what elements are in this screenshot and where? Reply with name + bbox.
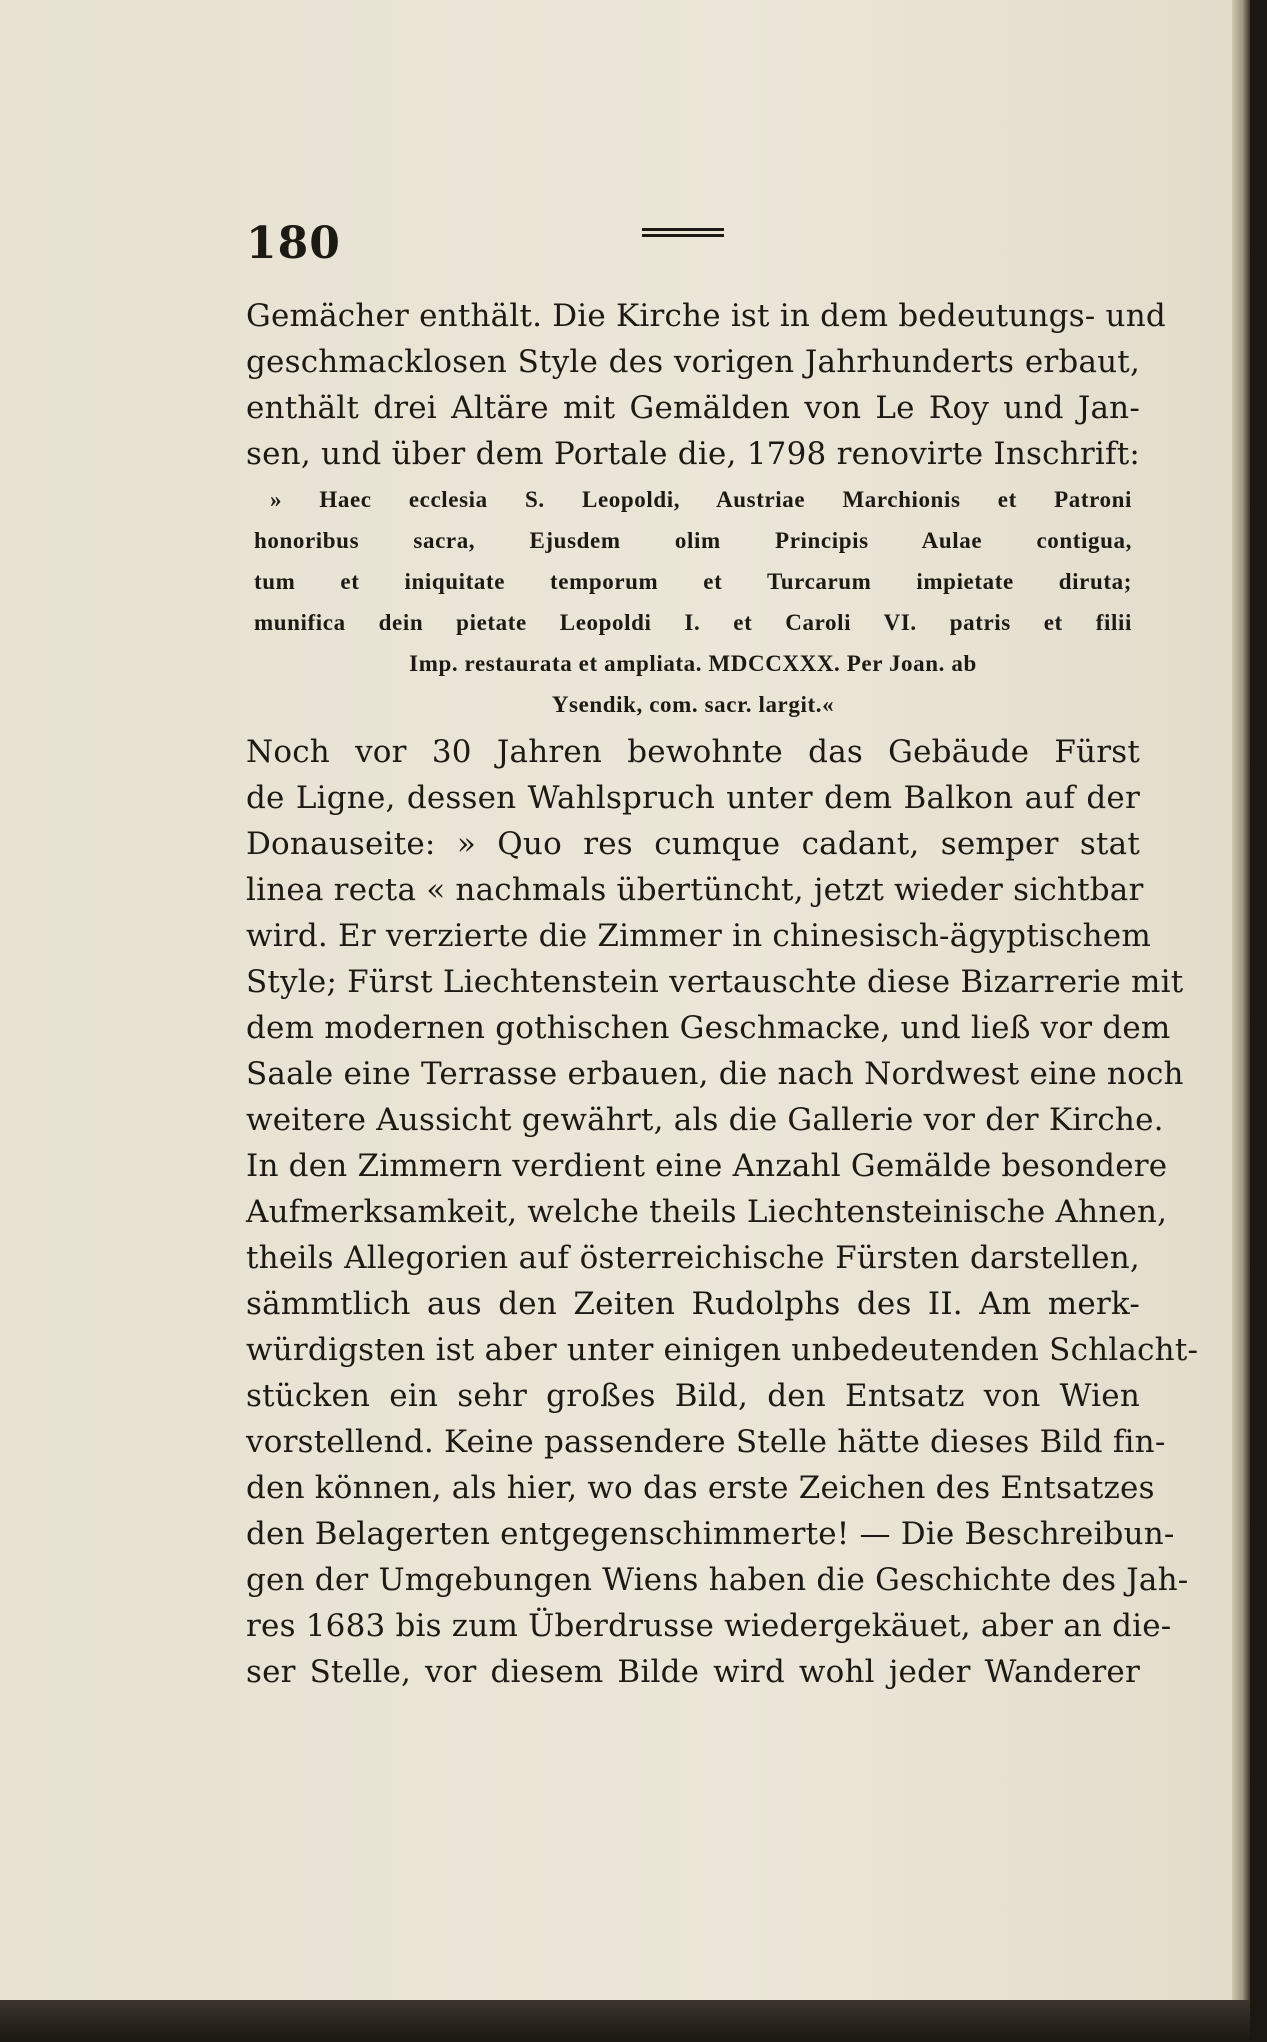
text-line: geschmacklosen Style des vorigen Jahrhunderts erbaut, — [246, 344, 1140, 380]
text-line: enthält drei Altäre mit Gemälden von Le Roy und Jan- — [246, 390, 1140, 426]
text-line: Style; Fürst Liechtenstein vertauschte diese Bizarrerie mit — [246, 964, 1184, 1000]
text-line: Noch vor 30 Jahren bewohnte das Gebäude Fürst — [246, 734, 1140, 770]
page-header — [246, 218, 1146, 278]
paragraph-after-inscription — [246, 729, 1199, 1695]
text-line: res 1683 bis zum Überdrusse wiedergekäuet, aber an die- — [246, 1608, 1172, 1644]
inscription-line: munifica dein pietate Leopoldi I. et Caroli VI. patris et filii — [254, 610, 1132, 635]
text-line: sämmtlich aus den Zeiten Rudolphs des II. Am merk- — [246, 1286, 1140, 1322]
paragraph-before-inscription — [246, 293, 1166, 477]
text-line: linea recta « nachmals übertüncht, jetzt wieder sichtbar — [246, 872, 1144, 908]
page-edge-shadow — [1232, 0, 1250, 2000]
inscription-line: Ysendik, com. sacr. largit.« — [551, 692, 835, 717]
text-line: den Belagerten entgegenschimmerte! — Die Beschreibun- — [246, 1516, 1175, 1552]
page-number: 180 — [246, 218, 341, 269]
text-line: ser Stelle, vor diesem Bilde wird wohl jeder Wanderer — [246, 1654, 1140, 1690]
text-line: de Ligne, dessen Wahlspruch unter dem Balkon auf der — [246, 780, 1140, 816]
body-text — [246, 293, 1199, 1695]
inscription-line: » Haec ecclesia S. Leopoldi, Austriae Marchionis et Patroni — [270, 487, 1132, 512]
inscription-line: Imp. restaurata et ampliata. MDCCXXX. Per Joan. ab — [409, 651, 977, 676]
text-line: weitere Aussicht gewährt, als die Gallerie vor der Kirche. — [246, 1102, 1164, 1138]
header-ornament — [642, 228, 724, 242]
inscription-line: honoribus sacra, Ejusdem olim Principis Aulae contigua, — [254, 528, 1132, 553]
text-line: würdigsten ist aber unter einigen unbedeutenden Schlacht- — [246, 1332, 1199, 1368]
text-line: Aufmerksamkeit, welche theils Liechtensteinische Ahnen, — [246, 1194, 1168, 1230]
page-bottom-shadow — [0, 2000, 1250, 2042]
text-line: vorstellend. Keine passendere Stelle hätte dieses Bild fin- — [246, 1424, 1166, 1460]
text-line: wird. Er verzierte die Zimmer in chinesisch-ägyptischem — [246, 918, 1151, 954]
inscription-line: tum et iniquitate temporum et Turcarum impietate diruta; — [254, 569, 1132, 594]
text-line: theils Allegorien auf österreichische Fürsten darstellen, — [246, 1240, 1140, 1276]
text-line: Gemächer enthält. Die Kirche ist in dem bedeutungs- und — [246, 298, 1166, 334]
text-line: Donauseite: » Quo res cumque cadant, semper stat — [246, 826, 1140, 862]
text-line: gen der Umgebungen Wiens haben die Geschichte des Jah- — [246, 1562, 1189, 1598]
latin-inscription — [246, 479, 1140, 725]
text-line: Saale eine Terrasse erbauen, die nach Nordwest eine noch — [246, 1056, 1184, 1092]
text-line: stücken ein sehr großes Bild, den Entsatz von Wien — [246, 1378, 1140, 1414]
text-line: den können, als hier, wo das erste Zeichen des Entsatzes — [246, 1470, 1155, 1506]
text-line: dem modernen gothischen Geschmacke, und ließ vor dem — [246, 1010, 1171, 1046]
text-line: In den Zimmern verdient eine Anzahl Gemälde besondere — [246, 1148, 1168, 1184]
text-line: sen, und über dem Portale die, 1798 renovirte Inschrift: — [246, 436, 1140, 472]
